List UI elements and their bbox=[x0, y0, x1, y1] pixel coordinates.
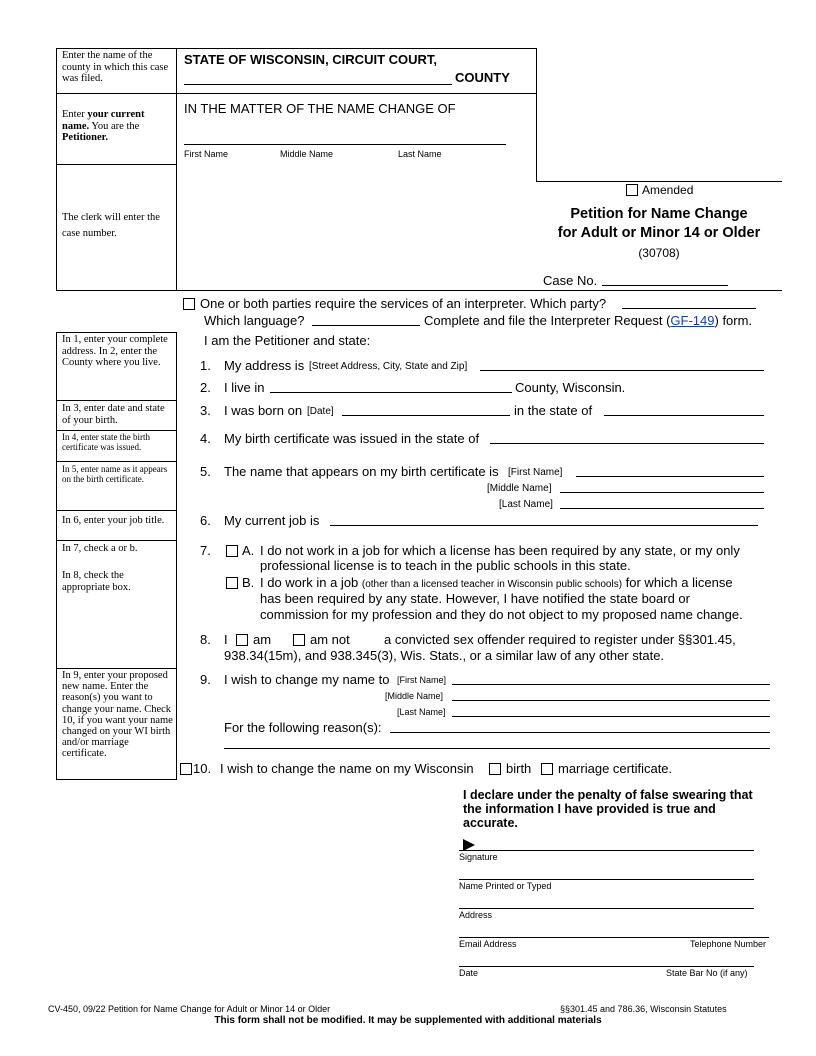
address-signature-field[interactable] bbox=[459, 908, 754, 909]
note-item-3: In 3, enter date and state of your birth. bbox=[62, 403, 165, 426]
email-phone-field[interactable] bbox=[459, 937, 769, 938]
case-no-field[interactable] bbox=[602, 285, 728, 286]
declaration-line3: accurate. bbox=[463, 816, 518, 830]
marriage-certificate-checkbox[interactable] bbox=[541, 763, 553, 775]
date-bar-field[interactable] bbox=[459, 966, 754, 967]
item-8-number: 8. bbox=[200, 632, 211, 647]
declaration-line2: the information I have provided is true and bbox=[463, 802, 716, 816]
reason-field-1[interactable] bbox=[390, 732, 770, 733]
item-1-label: My address is bbox=[224, 358, 305, 373]
item-8-line1: a convicted sex offender required to register under §§301.45, bbox=[384, 632, 736, 647]
address-field[interactable] bbox=[480, 370, 764, 371]
item-4-label: My birth certificate was issued in the state of bbox=[224, 431, 480, 446]
footer-notice: This form shall not be modified. It may be supplemented with additional materials bbox=[214, 1015, 602, 1026]
case-no-label: Case No. bbox=[543, 273, 598, 288]
item-4-number: 4. bbox=[200, 431, 211, 446]
am-not-label: am not bbox=[310, 632, 350, 647]
address-caption: Address bbox=[459, 910, 493, 920]
item-3-label: I was born on bbox=[224, 403, 303, 418]
clerk-note: The clerk will enter the case number. bbox=[62, 212, 160, 239]
certificate-last-name-field[interactable] bbox=[560, 508, 764, 509]
item-3-hint: [Date] bbox=[307, 406, 334, 417]
email-caption: Email Address bbox=[459, 939, 517, 949]
am-checkbox[interactable] bbox=[236, 634, 248, 646]
middle-name-caption: Middle Name bbox=[280, 149, 334, 159]
birth-state-field[interactable] bbox=[604, 415, 764, 416]
petitioner-intro: I am the Petitioner and state: bbox=[204, 333, 371, 348]
county-field[interactable] bbox=[184, 84, 452, 85]
signature-caption: Signature bbox=[459, 852, 498, 862]
option-7b-line2: has been required by any state. However, I have notified the state board or bbox=[260, 591, 690, 606]
note-items-1-2: In 1, enter your complete address. In 2, enter the County where you live. bbox=[62, 334, 168, 368]
option-7b-label: B. bbox=[242, 575, 255, 590]
item-5-first-hint: [First Name] bbox=[508, 467, 563, 478]
item-5-number: 5. bbox=[200, 464, 211, 479]
matter-heading: IN THE MATTER OF THE NAME CHANGE OF bbox=[184, 101, 456, 116]
note-item-4: In 4, enter state the birth certificate was issued. bbox=[62, 432, 150, 452]
note-item-7: In 7, check a or b. bbox=[62, 543, 138, 554]
item-8-i: I bbox=[224, 632, 228, 647]
first-name-caption: First Name bbox=[184, 149, 229, 159]
option-7a-label: A. bbox=[242, 543, 255, 558]
item-6-number: 6. bbox=[200, 513, 211, 528]
printed-name-field[interactable] bbox=[459, 879, 754, 880]
item-9-middle-hint: [Middle Name] bbox=[385, 691, 444, 701]
form-code: (30708) bbox=[638, 246, 680, 260]
county-label: COUNTY bbox=[455, 70, 510, 85]
date-caption: Date bbox=[459, 968, 479, 978]
form-title-line1: Petition for Name Change bbox=[570, 206, 748, 222]
new-middle-name-field[interactable] bbox=[452, 700, 770, 701]
current-name-note: Enter your current name. You are the Petitioner. bbox=[62, 109, 145, 143]
footer-statutes: §§301.45 and 786.36, Wisconsin Statutes bbox=[560, 1004, 727, 1014]
bar-no-caption: State Bar No (if any) bbox=[666, 968, 748, 978]
amended-label: Amended bbox=[642, 183, 694, 197]
county-note: Enter the name of the county in which this case was filed. bbox=[62, 50, 169, 84]
item-3-number: 3. bbox=[200, 403, 211, 418]
item-9-first-hint: [First Name] bbox=[397, 675, 447, 685]
footer-form-id: CV-450, 09/22 Petition for Name Change for Adult or Minor 14 or Older bbox=[48, 1004, 331, 1014]
item-1-number: 1. bbox=[200, 358, 211, 373]
item-3-state-label: in the state of bbox=[514, 403, 593, 418]
county-of-residence-field[interactable] bbox=[270, 392, 512, 393]
item-5-middle-hint: [Middle Name] bbox=[487, 483, 552, 494]
interpreter-checkbox[interactable] bbox=[183, 298, 195, 310]
note-item-5: In 5, enter name as it appears on the birth certificate. bbox=[62, 464, 168, 484]
new-first-name-field[interactable] bbox=[452, 684, 770, 685]
item-5-label: The name that appears on my birth certificate is bbox=[224, 464, 499, 479]
printed-name-caption: Name Printed or Typed bbox=[459, 881, 552, 891]
item-2-label: I live in bbox=[224, 380, 265, 395]
court-heading: STATE OF WISCONSIN, CIRCUIT COURT, bbox=[184, 52, 438, 67]
form-title-line2: for Adult or Minor 14 or Older bbox=[557, 225, 761, 241]
certificate-middle-name-field[interactable] bbox=[560, 492, 764, 493]
birth-label: birth bbox=[506, 761, 532, 776]
petitioner-name-field[interactable] bbox=[184, 144, 506, 145]
item-2-suffix: County, Wisconsin. bbox=[515, 380, 626, 395]
item-7-number: 7. bbox=[200, 543, 211, 558]
reason-field-2[interactable] bbox=[224, 748, 770, 749]
interpreter-line1: One or both parties require the services of an interpreter. Which party? bbox=[200, 296, 607, 311]
signature-field[interactable] bbox=[459, 850, 754, 851]
note-items-9-10: In 9, enter your proposed new name. Enter the reason(s) you want to change your name. Check 10, if you want your name changed on your WI birth and/or marriage certificate. bbox=[62, 670, 173, 760]
item-2-number: 2. bbox=[200, 380, 211, 395]
item-9-last-hint: [Last Name] bbox=[397, 707, 446, 717]
interpreter-line2: Complete and file the Interpreter Request (GF-149) form. bbox=[424, 313, 753, 328]
item-10-number: 10. bbox=[193, 761, 212, 776]
note-item-8: In 8, check the appropriate box. bbox=[62, 570, 131, 593]
option-7b-line1: I do work in a job (other than a licensed teacher in Wisconsin public schools) for which a license bbox=[260, 575, 733, 590]
item-1-hint: [Street Address, City, State and Zip] bbox=[309, 361, 468, 372]
item-9-label: I wish to change my name to bbox=[224, 672, 390, 687]
item-9-number: 9. bbox=[200, 672, 211, 687]
option-7b-checkbox[interactable] bbox=[226, 577, 238, 589]
item-8-line2: 938.34(15m), and 938.345(3), Wis. Stats., or a similar law of any other state. bbox=[224, 648, 665, 663]
reason-label: For the following reason(s): bbox=[224, 720, 382, 735]
item-10-label: I wish to change the name on my Wisconsin bbox=[220, 761, 474, 776]
item-6-label: My current job is bbox=[224, 513, 320, 528]
interpreter-party-field[interactable] bbox=[622, 308, 756, 309]
declaration-line1: I declare under the penalty of false swearing that bbox=[463, 788, 753, 802]
birth-certificate-checkbox[interactable] bbox=[489, 763, 501, 775]
last-name-caption: Last Name bbox=[398, 149, 442, 159]
note-item-6: In 6, enter your job title. bbox=[62, 515, 165, 526]
phone-caption: Telephone Number bbox=[690, 939, 767, 949]
certificate-state-field[interactable] bbox=[490, 443, 764, 444]
option-7b-line3: commission for my profession and they do not object to my proposed name change. bbox=[260, 607, 743, 622]
item-5-last-hint: [Last Name] bbox=[499, 499, 553, 510]
amended-checkbox[interactable] bbox=[626, 184, 638, 196]
interpreter-language-label: Which language? bbox=[204, 313, 305, 328]
marriage-label: marriage certificate. bbox=[558, 761, 673, 776]
birth-date-field[interactable] bbox=[342, 415, 510, 416]
new-last-name-field[interactable] bbox=[452, 716, 770, 717]
am-not-checkbox[interactable] bbox=[293, 634, 305, 646]
current-job-field[interactable] bbox=[330, 525, 758, 526]
option-7a-line2: professional license is to teach in the public schools in this state. bbox=[260, 558, 631, 573]
gf-149-link[interactable]: GF-149 bbox=[670, 313, 715, 328]
certificate-first-name-field[interactable] bbox=[576, 476, 764, 477]
item-10-checkbox[interactable] bbox=[180, 763, 192, 775]
am-label: am bbox=[253, 632, 272, 647]
option-7a-line1: I do not work in a job for which a license has been required by any state, or my only bbox=[260, 543, 740, 558]
interpreter-language-field[interactable] bbox=[312, 325, 420, 326]
option-7a-checkbox[interactable] bbox=[226, 545, 238, 557]
